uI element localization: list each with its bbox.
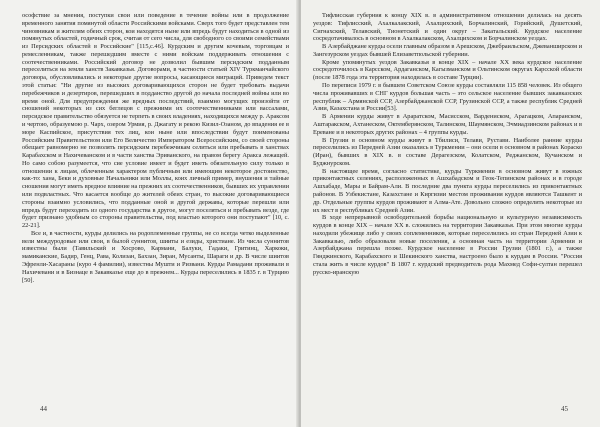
left-page-number: 44 — [40, 405, 47, 413]
right-page-text — [313, 12, 582, 277]
left-page — [0, 0, 299, 427]
right-page — [301, 0, 600, 427]
right-paragraph-2: В Азербайджане курды осели главным образом в Арешском, Джебраильском, Джеванширском и Зангезурском уездах бывшей Елизаветпольской губернии. — [313, 43, 582, 58]
right-paragraph-5: В Армении курды живут в Араратском, Масисском, Вардениском, Арагацком, Апаранском, Аштаракском, Ахтанеском, Октемберянском, Талинском, Шаумянском, Эчмиадзинском районах и в Ереване и в некоторых других районах – 4 группы курды. — [313, 113, 582, 136]
left-paragraph-1: ософствие за мнения, поступки свои или поведение в течение войны или в продолжение временного занятия помянутой области Российскими войсками. Сверх того будет представлен тем чиновникам и жителям обеих сторон, кои находятся ныне или впредь будут находиться в одной из помянутых областей, годичный срок, считая от сего числа, для свободного со своими семействами из Персидских областей в Российские" [115,с.46]. Курдским и другим кочевым, торговцам и ремесленникам, также перешедшим вместе с ними войскам поддерживать отношения с соотечественниками. Российский договор не дозволил бывшим персидским подданным переселиться на земли ханств Закавказья. Договорами, в частности статьей XIV Туркманчайского договора, обусловливались и некоторые другие вопросы, касающиеся миграций. Приведем текст этой статьи: "Ни другие из высоких договаривающихся сторон не будет требовать выдачи перебежчиков и дезертиров, перешедших в подданство другой до начала последней войны или во время оной. Для предупреждения же вредных последствий, взаимно могущих произойти от сношений некоторых из сих беглецов с прежними их соотечественниками или вассалами, персидское правительство обязуется не терпеть в своих владениях, находящихся между р. Араксом и чертою, образуемою р. Чарх, озером Урмия, р. Джагату и рекою Кизил-Озаном, до впадения ее в море Каспийское, присутствия тех лиц, кои ныне или впоследствии будут поименованы Российским Правительством или Его Величество Императором Всероссийским, со своей стороны обещает равномерно не позволять персидским перебежчикам селиться или пребывать в ханствах Карабахском и Нахичеванском и в части ханства Эриванского, на правом берегу Аракса лежащей. Но само собою разумеется, что сие условие имеет и будет иметь обязательную силу только в отношении к лицам, облеченным характером публичным или имеющим некоторое достоинство, как-то: хана, Беки и духовные Начальники или Моллы, коих личный пример, внушения и тайные сношения могут иметь вредное влияние на прежних их соотечественников, бывших их управлении или подвластных. Что касается вообще до жителей обеих стран, то высокие договаривающиеся стороны взаимно условились, что подданные оной и другой державы, которые перешли или впредь будут переходить из одного государства в другое, могут поселяться и пребывать везде, где будет признано удобным со стороны правительства, под властью которого они поступают" [10, с. 22-21]. — [22, 12, 290, 230]
right-paragraph-1: Тифлисская губерния к концу XIX в. в административном отношении делилась на десять уездов: Тифлисский, Ахалкалакский, Ахалцихский, Борчалинский, Горийский, Душетский, Сигнахский, Телавский, Тионетский и один округ – Закатальский. Курдское население сосредотачивалось в основном в Ахалкалакском, Ахалцихском и Борчалинском уездах. — [313, 12, 582, 43]
right-paragraph-7: В настоящее время, согласно статистике, курды Туркмении в основном живут в южных приконтактных селениях, расположенных в Ашхабадском и Геок-Тепинском районах и в городе Ашхабаде, Мары и Байрам-Али. В последние два пункта курды переселились из приконтактных районов. В Узбекистане, Казахстане и Киргизии местом проживания курдов являются Ташкент и др. Отдельные группы курдов проживают в Алма-Ате. Довольно сложно определить некоторые из их мест в республиках Средней Азии. — [313, 167, 582, 214]
right-paragraph-4: По переписи 1979 г. в бывшем Советском Союзе курды составляли 115 858 человек. Из общего числа проживавших в СНГ курдов большая часть – это сельское население бывших закавказских республик – Армянской ССР, Азербайджанской ССР, Грузинской ССР, а также республик Средней Азии, Казахстана и России[53]. — [313, 82, 582, 113]
right-paragraph-6: В Грузии в основном курды живут в Тбилиси, Телави, Рустави. Наиболее ранние курды переселились из Передней Азии оказались в Туркмении – они осели в основном в районах Кораско (Иран), бывших в XIX в. в составе Дерагезском, Колатском, Реджанском, Кучанском и Буджнурском. — [313, 136, 582, 167]
right-paragraph-3: Кроме упомянутых уездов Закавказья в конце XIX – начале XX века курдское население сосредоточилось в Карсском, Ардаганском, Кагызманском и Ольтинском округах Карсской области (после 1878 года эта территория находилась в составе Турции). — [313, 58, 582, 82]
left-page-text — [22, 12, 289, 284]
right-page-number: 45 — [561, 405, 568, 413]
right-paragraph-8: В ходе непрерывной освободительной борьбы национальную и культурную независимость курдов в конце XIX – начале XX в. сложились на территории Закавказья. При этом многие курды находили убежище либо у своих соплеменников, которые переселились из стран Передней Азии к Закавказью, либо образовали новые поселения, а основная часть на территории Армении и Азербайджана перешла позже. Курдское население в России Грузии (1801 г.), а также Гянджинского, Карабахского и Шекинского ханства, настроено было к курдам в России. "Россия стала жить в числе курдов" В 1807 г. курдский предводитель рода Махмед Софи-султан перешел русско-иранскую — [313, 214, 582, 276]
left-paragraph-2: Все и, в частности, курды делились на родоплеменные группы, не со всегда четко выделенные вели междуродовые или свои, в былой суннитов, шииты и езиды, христиане. Из числа суннитов известны были (Тавильский и Хосрово, Кармани, Балуки, Гадаки, Гритинц, Харкоки, мамиканские, Бадир, Генц, Рава, Колизан, Бахзан, Зиран, Мусанты, Шараги и др. В числе шиитов Эфренли-Хасараны (куро 4 фамилии), известны Мушти и Ризвани. Курды Рамадани проживали в Нахичевани и в Бизнаце в Закавказье еще до в прежнем... Курды переселились в 1835 г. в Турцию [50]. — [22, 229, 289, 284]
